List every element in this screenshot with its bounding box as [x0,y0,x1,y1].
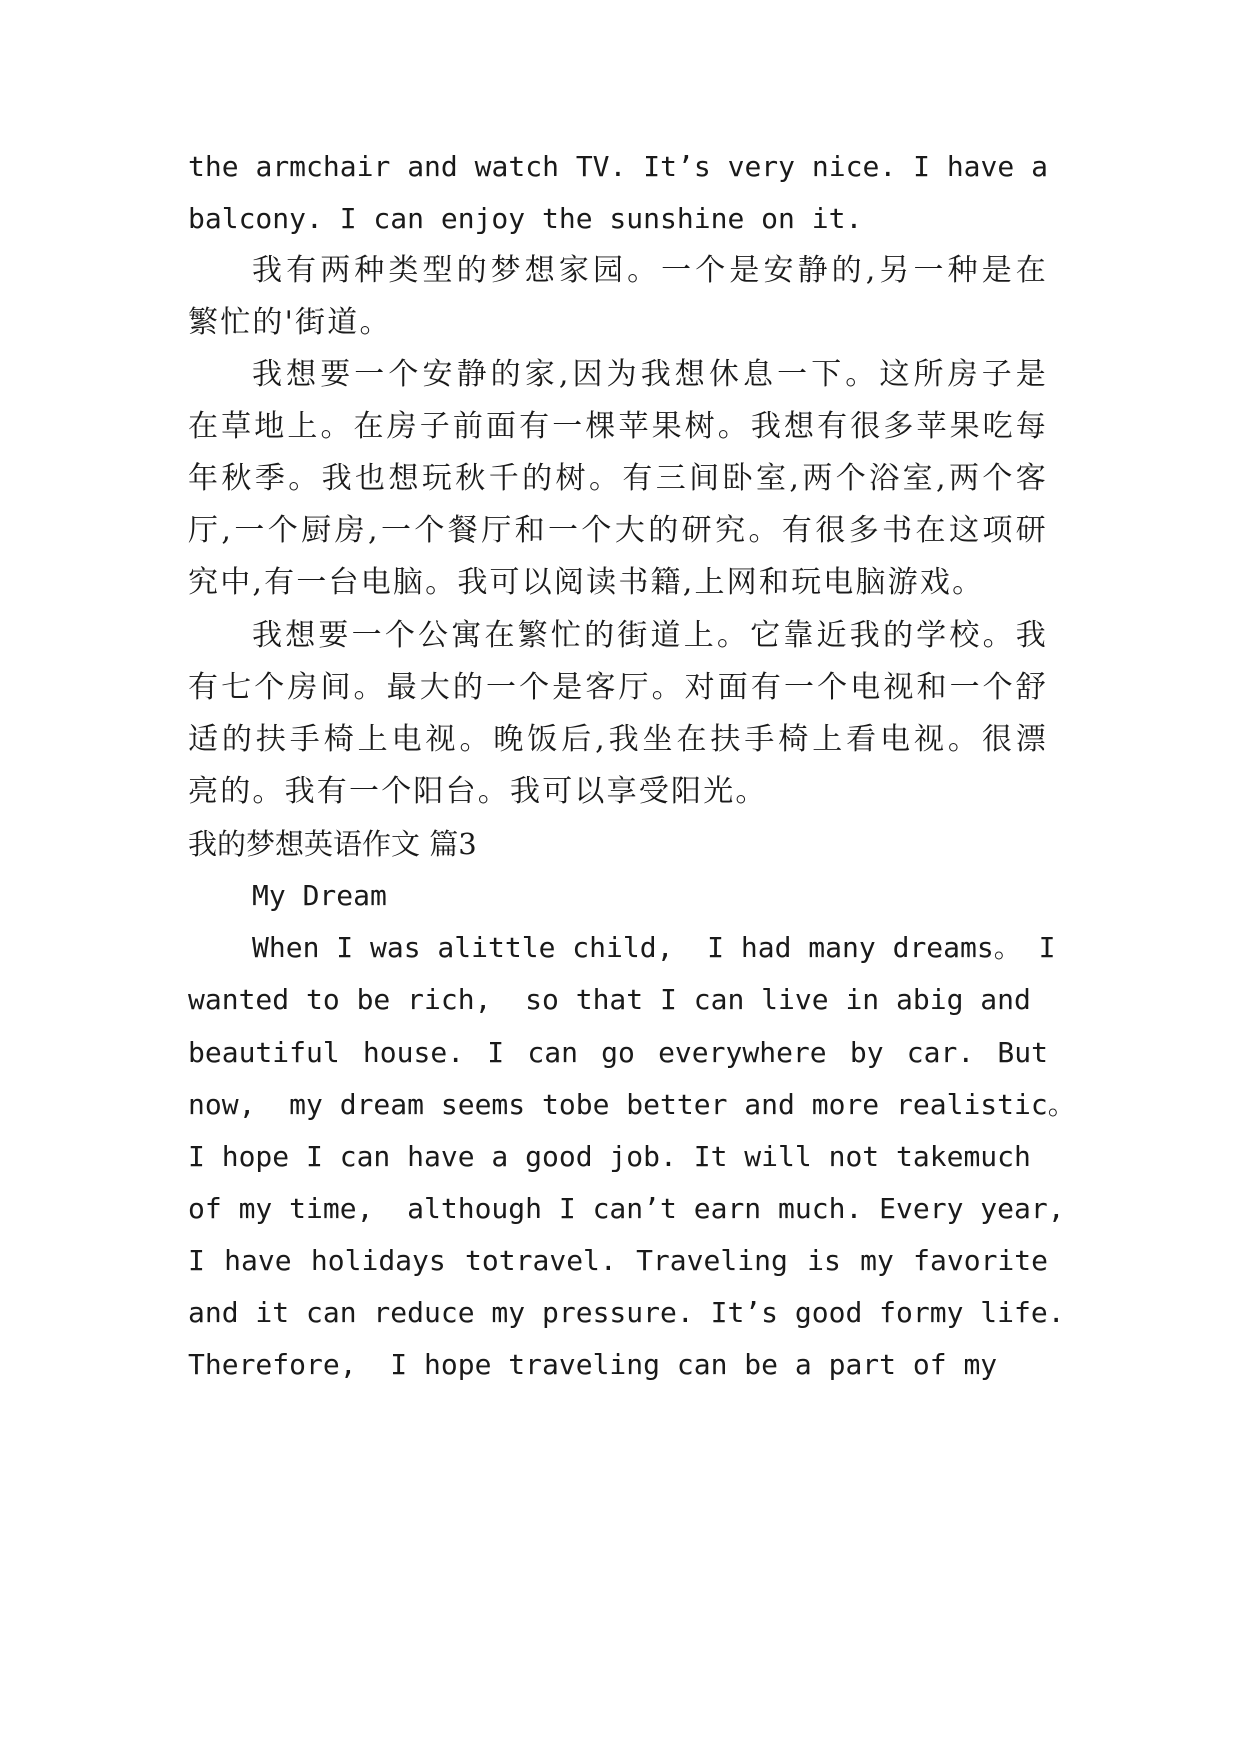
text-line: 厅,一个厨房,一个餐厅和一个大的研究。有很多书在这项研 [188,513,1048,548]
essay-title: My Dream [252,879,387,912]
text-line: 我有两种类型的梦想家园。一个是安静的,另一种是在 [252,253,1048,288]
text-line: 我想要一个安静的家,因为我想休息一下。这所房子是 [252,357,1048,392]
section-heading: 我的梦想英语作文 篇3 [188,827,477,861]
text-line: 有七个房间。最大的一个是客厅。对面有一个电视和一个舒 [188,670,1048,705]
text-line: 亮的。我有一个阳台。我可以享受阳光。 [188,774,768,809]
text-line: 我想要一个公寓在繁忙的街道上。它靠近我的学校。我 [252,618,1048,653]
text-line: When I was alittle child, I had many dreams。 I [252,931,1056,964]
text-line: 究中,有一台电脑。我可以阅读书籍,上网和玩电脑游戏。 [188,565,985,600]
text-line: now, my dream seems tobe better and more realistic。 [188,1088,1076,1121]
text-line: I have holidays totravel. Traveling is my favorite [188,1244,1048,1277]
text-line: wanted to be rich, so that I can live in abig and [188,983,1031,1016]
text-line: balcony. I can enjoy the sunshine on it. [188,202,863,235]
text-line: Therefore, I hope traveling can be a part of my [188,1348,998,1381]
text-line: beautiful house. I can go everywhere by car. But [188,1036,1048,1069]
text-line: 繁忙的'街道。 [188,305,392,340]
text-line: 在草地上。在房子前面有一棵苹果树。我想有很多苹果吃每 [188,409,1048,444]
text-line: 年秋季。我也想玩秋千的树。有三间卧室,两个浴室,两个客 [188,461,1048,496]
text-line: of my time, although I can’t earn much. Every year, [188,1192,1065,1225]
text-line: 适的扶手椅上电视。晚饭后,我坐在扶手椅上看电视。很漂 [188,722,1048,757]
text-line: and it can reduce my pressure. It’s good formy life. [188,1296,1065,1329]
text-line: I hope I can have a good job. It will not takemuch [188,1140,1031,1173]
text-line: the armchair and watch TV. It’s very nice. I have a [188,150,1048,183]
